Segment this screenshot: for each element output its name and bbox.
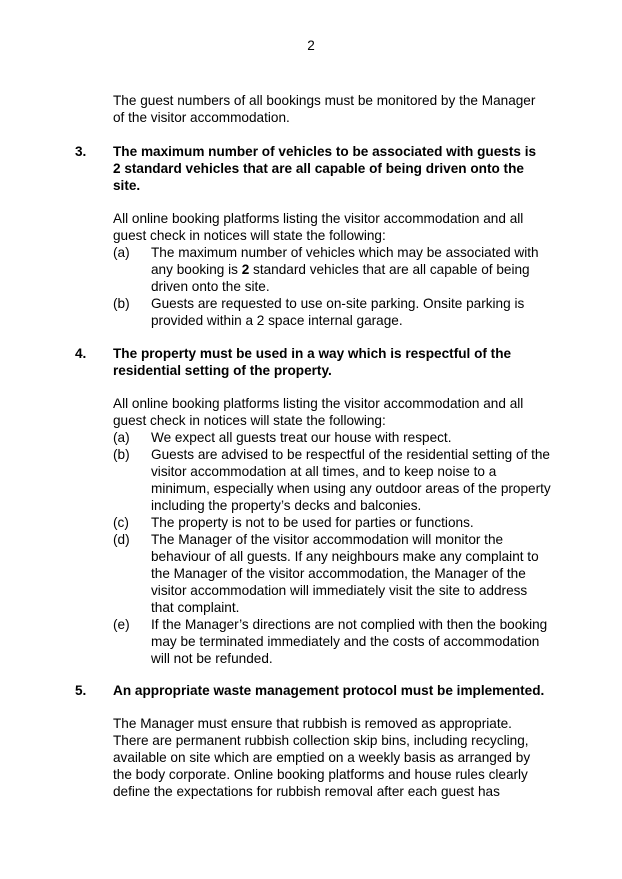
list-item-text: The property is not to be used for parties or functions. [151,515,474,530]
list-item-label: (c) [113,515,129,530]
section-number: 5. [75,683,87,698]
list-item [113,514,553,531]
list-item-label: (e) [113,617,130,632]
list-item [113,446,553,514]
list-item-text: Guests are requested to use on-site parking. Onsite parking is provided within a 2 space internal garage. [151,296,525,328]
section-3-heading [75,143,545,194]
list-item-bold-number: 2 [241,262,250,277]
section-heading-text: The maximum number of vehicles to be associated with guests is 2 standard vehicles that are all capable of being driven onto the site. [113,144,537,193]
section-3-list [113,244,553,329]
list-item [113,244,553,295]
section-number: 3. [75,144,87,159]
section-5-body: The Manager must ensure that rubbish is removed as appropriate. There are permanent rubbish collection skip bins, including recycling, available on site which are emptied on a weekly basis as arranged by the body corporate. Online booking platforms and house rules clearly define the expectations for rubbish removal after each guest has [113,716,531,799]
list-item-text: The Manager of the visitor accommodation will monitor the behaviour of all guests. If any neighbours make any complaint to the Manager of the visitor accommodation, the Manager of the visitor accommodation will immediately visit the site to address that complaint. [151,532,539,615]
list-item-text: Guests are advised to be respectful of the residential setting of the visitor accommodation at all times, and to keep noise to a minimum, especially when using any outdoor areas of the property including the property’s decks and balconies. [151,447,551,513]
section-5-heading [75,682,545,699]
page-number: 2 [307,38,315,53]
list-item-label: (b) [113,296,130,311]
list-item [113,531,553,616]
list-item-text-part: The maximum number of vehicles which may be associated with any booking is [151,245,539,277]
section-heading-text: The property must be used in a way which is respectful of the residential setting of the property. [113,346,512,378]
section-4-list [113,429,553,667]
list-item-text-part: standard vehicles that are all capable of being driven onto the site. [151,262,530,294]
list-item-text [151,245,539,294]
list-item-label: (d) [113,532,130,547]
section-4-heading [75,345,545,379]
list-item-label: (a) [113,245,130,260]
list-item [113,616,553,667]
section-heading-text: An appropriate waste management protocol must be implemented. [113,683,545,698]
list-item [113,429,553,446]
list-item-text: If the Manager’s directions are not complied with then the booking may be terminated immediately and the costs of accommodation will not be refunded. [151,617,548,666]
list-item-label: (a) [113,430,130,445]
section-4-intro: All online booking platforms listing the visitor accommodation and all guest check in notices will state the following: [113,396,524,428]
list-item-label: (b) [113,447,130,462]
list-item-text: We expect all guests treat our house with respect. [151,430,452,445]
section-number: 4. [75,346,87,361]
list-item [113,295,553,329]
section-3-intro: All online booking platforms listing the visitor accommodation and all guest check in notices will state the following: [113,211,524,243]
intro-paragraph: The guest numbers of all bookings must be monitored by the Manager of the visitor accommodation. [113,93,536,125]
